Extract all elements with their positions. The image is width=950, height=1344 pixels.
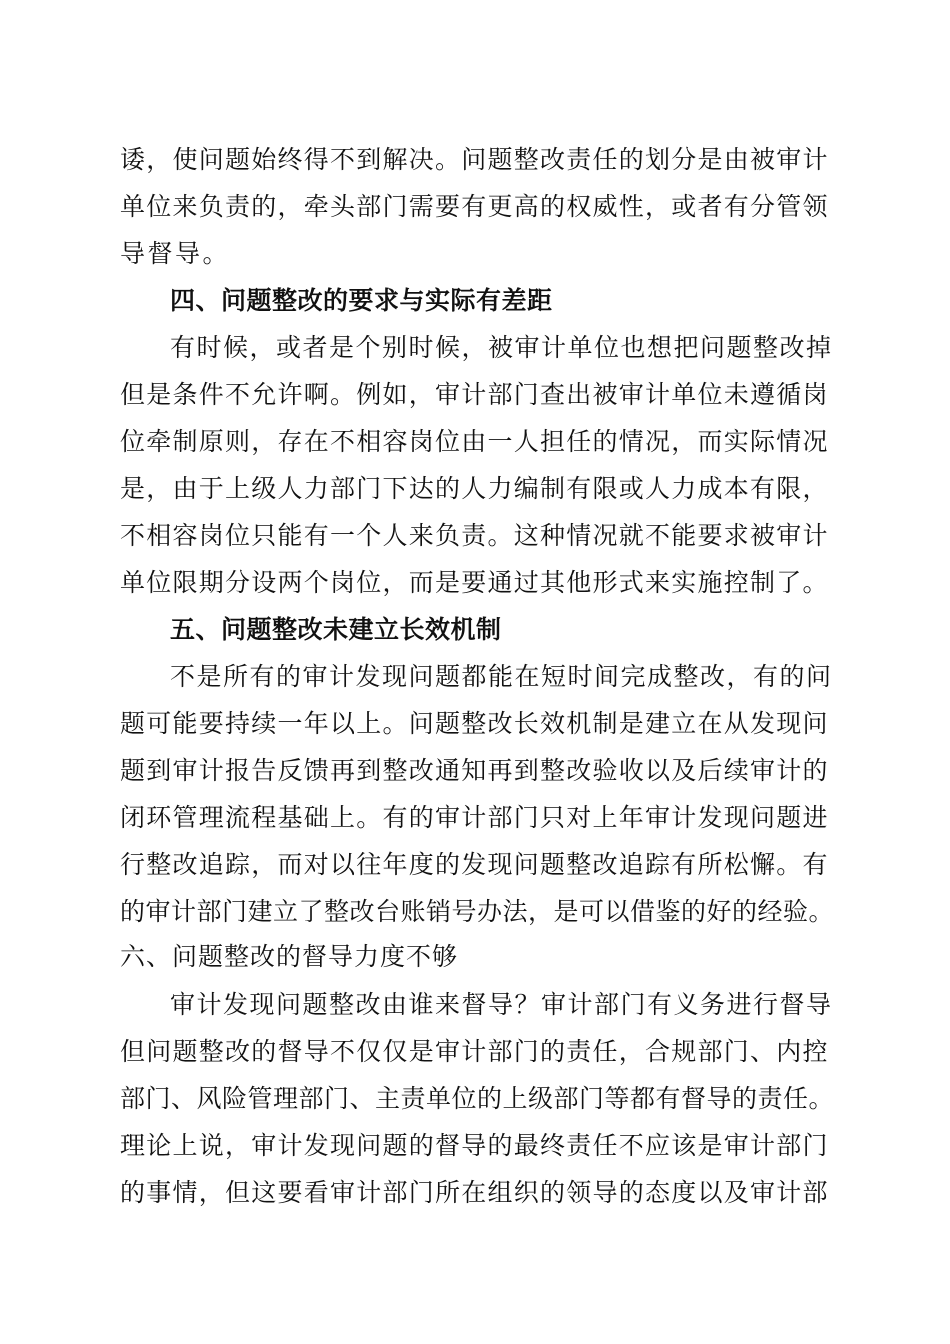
section-heading-6: 六、问题整改的督导力度不够	[120, 942, 459, 971]
paragraph-line: 但问题整改的督导不仅仅是审计部门的责任，合规部门、内控	[120, 1037, 829, 1066]
paragraph-line: 闭环管理流程基础上。有的审计部门只对上年审计发现问题进	[120, 803, 829, 832]
paragraph-line: 的事情，但这要看审计部门所在组织的领导的态度以及审计部	[120, 1178, 829, 1207]
paragraph-line: 有时候，或者是个别时候，被审计单位也想把问题整改掉	[170, 333, 833, 362]
section-heading-4: 四、问题整改的要求与实际有差距	[170, 286, 553, 315]
paragraph-line: 不是所有的审计发现问题都能在短时间完成整改，有的问	[170, 662, 833, 691]
paragraph-line: 理论上说，审计发现问题的督导的最终责任不应该是审计部门	[120, 1131, 829, 1160]
paragraph-line: 单位来负责的，牵头部门需要有更高的权威性，或者有分管领	[120, 192, 829, 221]
paragraph-line: 题到审计报告反馈再到整改通知再到整改验收以及后续审计的	[120, 756, 829, 785]
paragraph-line: 的审计部门建立了整改台账销号办法，是可以借鉴的好的经验。	[120, 897, 835, 926]
section-heading-5: 五、问题整改未建立长效机制	[170, 615, 502, 644]
paragraph-line: 题可能要持续一年以上。问题整改长效机制是建立在从发现问	[120, 709, 829, 738]
paragraph-line: 单位限期分设两个岗位，而是要通过其他形式来实施控制了。	[120, 568, 829, 597]
paragraph-line: 诿，使问题始终得不到解决。问题整改责任的划分是由被审计	[120, 145, 829, 174]
paragraph-line: 不相容岗位只能有一个人来负责。这种情况就不能要求被审计	[120, 521, 829, 550]
paragraph-line: 导督导。	[120, 239, 231, 268]
paragraph-line: 位牵制原则，存在不相容岗位由一人担任的情况，而实际情况	[120, 427, 829, 456]
paragraph-line: 是，由于上级人力部门下达的人力编制有限或人力成本有限，	[120, 474, 829, 503]
paragraph-line: 但是条件不允许啊。例如，审计部门查出被审计单位未遵循岗	[120, 380, 829, 409]
paragraph-line: 审计发现问题整改由谁来督导？审计部门有义务进行督导	[170, 990, 833, 1019]
paragraph-line: 部门、风险管理部门、主责单位的上级部门等都有督导的责任。	[120, 1084, 835, 1113]
paragraph-line: 行整改追踪，而对以往年度的发现问题整改追踪有所松懈。有	[120, 850, 829, 879]
